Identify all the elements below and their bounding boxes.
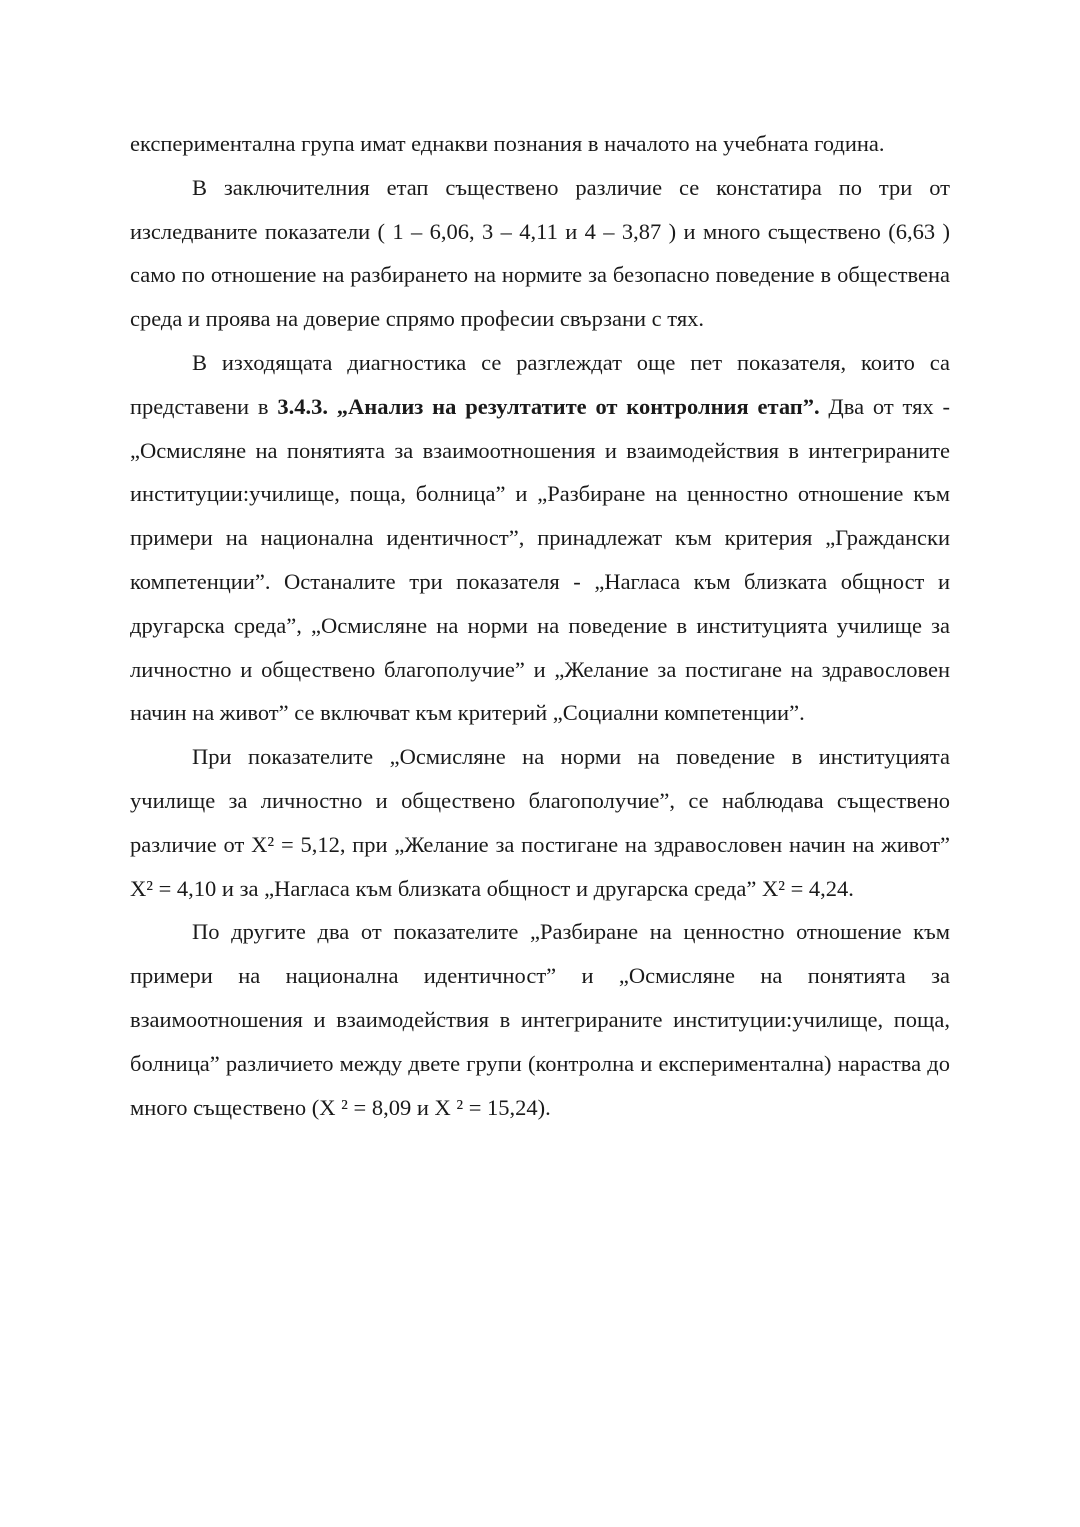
paragraph-4: При показателите „Осмисляне на норми на поведение в институцията училище за личностно и обществено благополучие”, се наблюдава съществено различие от X² = 5,12, при „Желание за постигане на здравословен начин на живот” X² = 4,10 и за „Нагласа към близката общност и другарска среда” X² = 4,24. [130, 744, 950, 901]
section-reference-bold: 3.4.3. „Анализ на резултатите от контролния етап”. [277, 393, 820, 419]
paragraph-3-text-start: В изходящата диагностика се разглеждат още пет показателя, които са представени в [130, 349, 950, 419]
paragraph-2: В заключителния етап съществено различие се констатира по три от изследваните показатели ( 1 – 6,06, 3 – 4,11 и 4 – 3,87 ) и много съществено (6,63 ) само по отношение на разбирането на нормите за безопасно поведение в обществена среда и проява на доверие спрямо професии свързани с тях. [130, 174, 950, 332]
paragraph-3-text-end: Два от тях - „Осмисляне на понятията за взаимоотношения и взаимодействия в интегрираните институции:училище, поща, болница” и „Разбиране на ценностно отношение към примери на национална идентичност”, принадлежат към критерия „Граждански компетенции”. Останалите три показателя - „Нагласа към близката общност и другарска среда”, „Осмисляне на норми на поведение в институцията училище за личностно и обществено благополучие” и „Желание за постигане на здравословен начин на живот” се включват към критерий „Социални компетенции”. [130, 393, 950, 726]
paragraph-5: По другите два от показателите „Разбиране на ценностно отношение към примери на национална идентичност” и „Осмисляне на понятията за взаимоотношения и взаимодействия в интегрираните институции:училище, поща, болница” различието между двете групи (контролна и експериментална) нараства до много съществено (X ² = 8,09 и X ² = 15,24). [130, 919, 950, 1120]
paragraph-3 [130, 341, 950, 735]
document-page [130, 122, 950, 1129]
paragraph-1: експериментална група имат еднакви познания в началото на учебната година. [130, 131, 885, 156]
